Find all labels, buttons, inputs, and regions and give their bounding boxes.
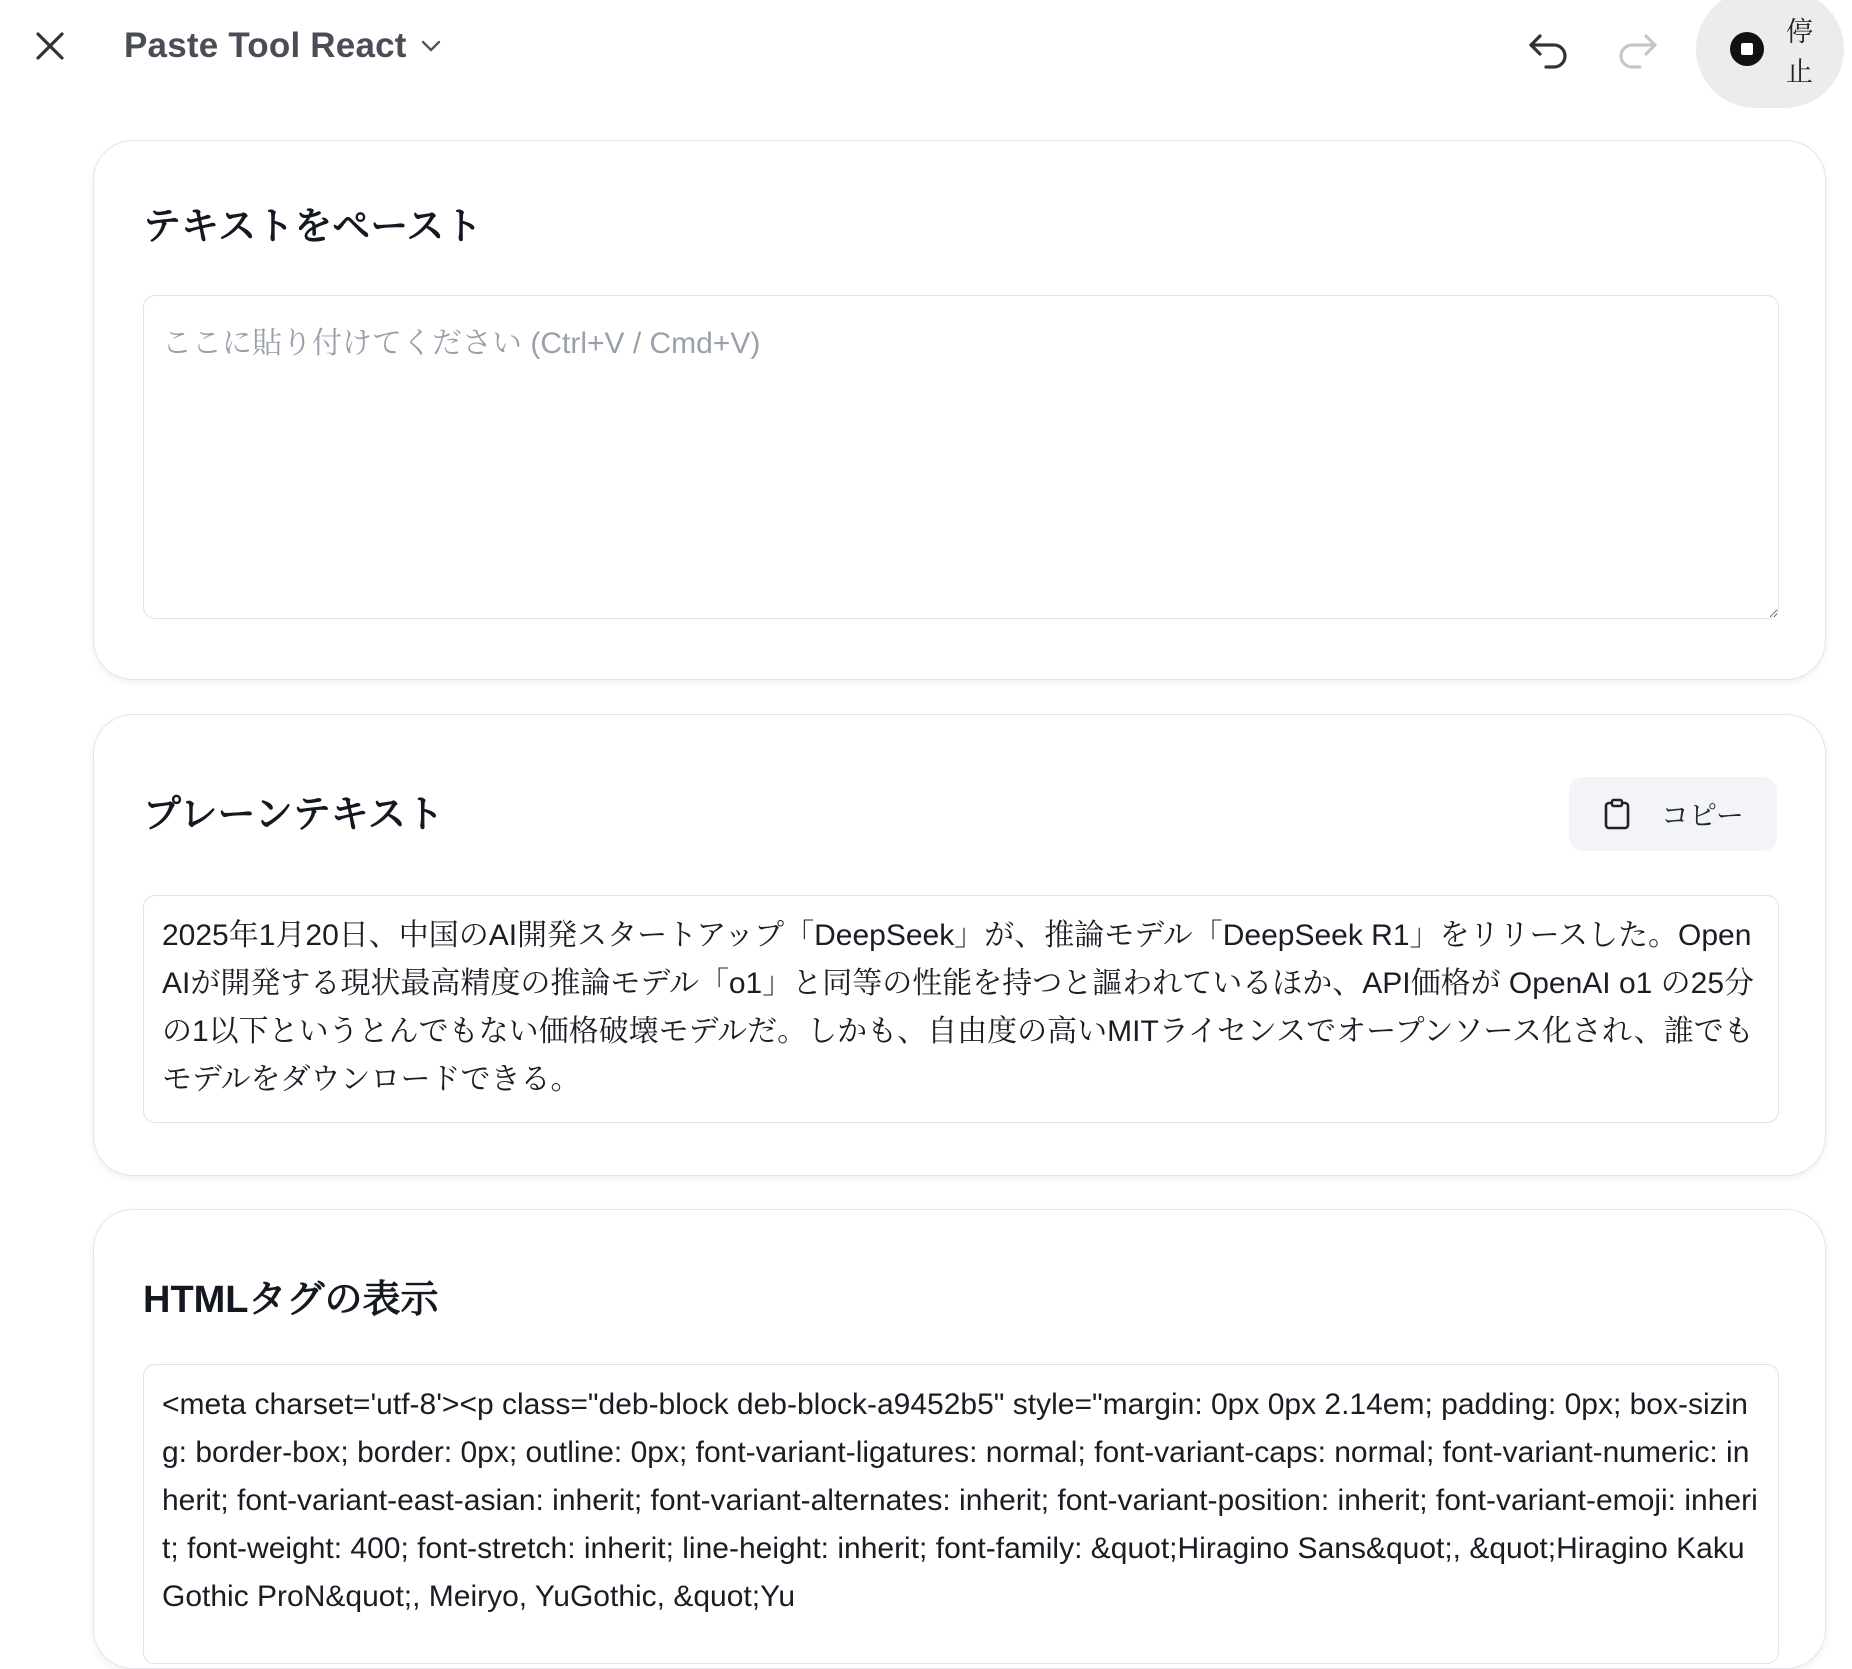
stop-label: 停止 xyxy=(1786,17,1813,87)
app-title: Paste Tool React xyxy=(124,26,407,65)
plain-text-card xyxy=(93,714,1826,1176)
close-icon xyxy=(35,31,65,61)
redo-button[interactable] xyxy=(1610,22,1666,78)
close-button[interactable] xyxy=(28,24,72,68)
chevron-down-icon xyxy=(419,34,443,58)
undo-button[interactable] xyxy=(1520,22,1576,78)
redo-icon xyxy=(1616,30,1660,70)
html-section-title: HTMLタグの表示 xyxy=(143,1279,439,1321)
stop-icon xyxy=(1730,32,1764,66)
copy-label: コピー xyxy=(1661,800,1744,831)
paste-card xyxy=(93,140,1826,680)
clipboard-icon xyxy=(1603,798,1631,830)
plain-text-output[interactable]: 2025年1月20日、中国のAI開発スタートアップ「DeepSeek」が、推論モデル「DeepSeek R1」をリリースした。OpenAIが開発する現状最高精度の推論モデル「o1」と同等の性能を持つと謳われているほか、API価格が OpenAI o1 の25分の1以下というとんでもない価格破壊モデルだ。しかも、自由度の高いMITライセンスでオープンソース化され、誰でもモデルをダウンロードできる。 xyxy=(143,895,1779,1123)
paste-input[interactable] xyxy=(143,295,1779,619)
copy-button[interactable] xyxy=(1569,777,1777,851)
top-bar xyxy=(0,0,1852,100)
html-tags-card xyxy=(93,1209,1826,1669)
stop-button[interactable] xyxy=(1696,0,1844,108)
plain-text-section-title: プレーンテキスト xyxy=(143,794,444,836)
html-output[interactable]: <meta charset='utf-8'><p class="deb-block deb-block-a9452b5" style="margin: 0px 0px 2.14em; padding: 0px; box-sizing: border-box; border: 0px; outline: 0px; font-variant-ligatures: normal; font-variant-caps: normal; font-variant-numeric: inherit; font-variant-east-asian: inherit; font-variant-alternates: inherit; font-variant-position: inherit; font-variant-emoji: inherit; font-weight: 400; font-stretch: inherit; line-height: inherit; font-family: &quot;Hiragino Sans&quot;, &quot;Hiragino Kaku Gothic ProN&quot;, Meiryo, YuGothic, &quot;Yu xyxy=(143,1364,1779,1664)
undo-icon xyxy=(1526,30,1570,70)
app-title-dropdown[interactable] xyxy=(124,26,443,66)
paste-section-title: テキストをペースト xyxy=(143,206,483,248)
